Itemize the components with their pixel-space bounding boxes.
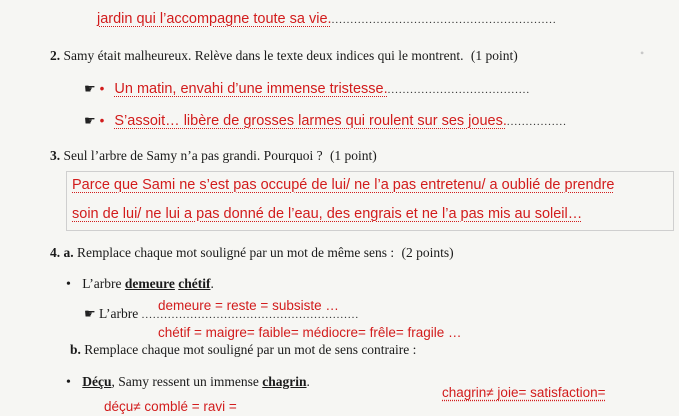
question-4b-text: Remplace chaque mot souligné par un mot de sens contraire :	[84, 342, 417, 357]
question-3	[50, 148, 377, 164]
question-2-answer-1-text: Un matin, envahi d’une immense tristesse.	[114, 81, 388, 97]
bullet-icon: •	[66, 375, 71, 390]
question-2-answer-2	[84, 112, 567, 130]
sentence-prefix: L’arbre	[82, 276, 122, 291]
question-4-part-b: b.	[70, 342, 81, 357]
question-2-answer-1-dots: ......................................	[387, 84, 531, 96]
underlined-word-demeure: demeure	[124, 276, 175, 291]
pointing-hand-icon: ☛	[84, 113, 96, 128]
question-2-points: (1 point)	[470, 48, 518, 63]
question-2	[50, 48, 518, 64]
bullet-icon: •	[99, 113, 105, 128]
question-3-text: Seul l’arbre de Samy n’a pas grandi. Pourquoi ?	[63, 148, 323, 163]
question-4a-sentence	[66, 276, 214, 293]
question-2-number: 2.	[50, 48, 61, 63]
pointing-hand-icon: ☛	[84, 81, 96, 96]
underlined-word-chetif: chétif	[178, 276, 211, 291]
answer-4a-2-text: chétif = maigre= faible= médiocre= frêle= fragile …	[158, 325, 462, 340]
question-2-answer-1	[84, 80, 530, 98]
question-4a-fill-line	[84, 306, 359, 322]
sentence-b-middle: , Samy ressent un immense	[111, 374, 259, 389]
answer-1-text: jardin qui l’accompagne toute sa vie.	[97, 11, 332, 27]
underlined-word-chagrin: chagrin	[262, 374, 307, 389]
question-3-answer-line-2	[72, 205, 582, 223]
question-4b-sentence	[66, 374, 310, 391]
question-3-answer-text-1: Parce que Sami ne s’est pas occupé de lui/ ne l’a pas entretenu/ a oublié de prendre	[72, 177, 615, 193]
question-3-answer-text-2: soin de lui/ ne lui a pas donné de l’eau, des engrais et ne l’a pas mis au soleil…	[72, 206, 583, 222]
question-3-number: 3.	[50, 148, 61, 163]
question-4b-answer-2	[104, 398, 237, 416]
sentence-end: .	[210, 276, 214, 291]
question-4a-answer-2	[158, 324, 462, 342]
question-4-number: 4.	[50, 245, 61, 260]
question-4-part-a: a.	[63, 245, 74, 260]
question-2-answer-2-text: S’assoit… libère de grosses larmes qui roulent sur ses joues.	[114, 113, 507, 129]
answer-4b-2-text: déçu≠ comblé = ravi =	[104, 399, 237, 414]
answer-4a-1-text: demeure = reste = subsiste …	[158, 298, 339, 313]
question-4b-answer-1	[442, 384, 606, 402]
underlined-word-decu: Déçu	[82, 374, 112, 389]
fill-label: L’arbre	[99, 306, 139, 321]
answer-1-dots: ............................................................	[331, 14, 557, 26]
answer-1-line	[97, 10, 557, 28]
bullet-icon: •	[99, 81, 105, 96]
bleed-through-mark: •	[640, 46, 645, 60]
question-4a	[50, 245, 454, 261]
question-3-points: (1 point)	[329, 148, 377, 163]
question-2-text: Samy était malheureux. Relève dans le texte deux indices qui le montrent.	[63, 48, 464, 63]
question-4b	[70, 342, 416, 358]
question-2-answer-2-dots: ................	[506, 116, 567, 128]
answer-4b-1-text: chagrin≠ joie= satisfaction=	[442, 385, 606, 400]
question-3-answer-line-1	[72, 176, 615, 194]
sentence-b-end: .	[306, 374, 310, 389]
fill-dots: ..........................................................	[141, 309, 360, 321]
pointing-hand-icon: ☛	[84, 306, 96, 321]
question-4a-text: Remplace chaque mot souligné par un mot de même sens :	[77, 245, 395, 260]
bullet-icon: •	[66, 277, 71, 292]
question-4a-points: (2 points)	[401, 245, 454, 260]
